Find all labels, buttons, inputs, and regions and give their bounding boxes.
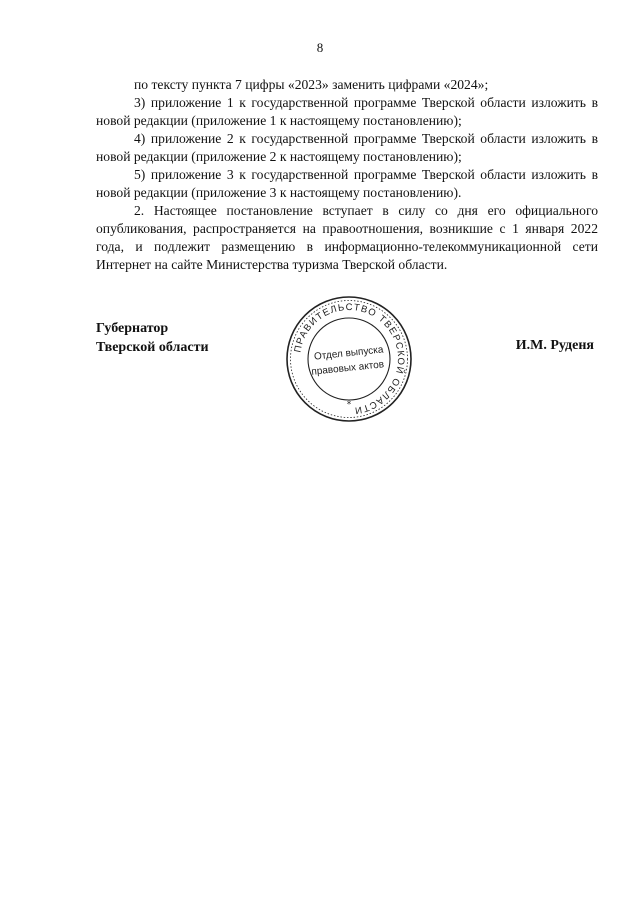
- paragraph-appendix-1: 3) приложение 1 к государственной программе Тверской области изложить в новой редакции (приложение 1 к настоящему постановлению);: [96, 95, 598, 128]
- seal-center-line-2: правовых актов: [310, 359, 385, 378]
- paragraph-appendix-2: 4) приложение 2 к государственной программе Тверской области изложить в новой редакции (приложение 2 к настоящему постановлению);: [96, 131, 598, 164]
- paragraph-appendix-3: 5) приложение 3 к государственной программе Тверской области изложить в новой редакции (приложение 3 к настоящему постановлению).: [96, 167, 598, 200]
- paragraph-point-7-change: по тексту пункта 7 цифры «2023» заменить цифрами «2024»;: [134, 77, 489, 92]
- signer-name: И.М. Руденя: [515, 338, 594, 353]
- paragraph-entry-into-force: 2. Настоящее постановление вступает в силу со дня его официального опубликования, распространяется на правоотношения, возникшие с 1 января 2022 года, и подлежит размещению в информационно-телекоммуникационной сети Интернет на сайте Министерства туризма Тверской области.: [96, 203, 598, 272]
- seal-ring-text: ПРАВИТЕЛЬСТВО ТВЕРСКОЙ ОБЛАСТИ: [292, 301, 407, 416]
- seal-center-line-1: Отдел выпуска: [313, 344, 384, 363]
- signer-title-line-1: Губернатор: [96, 321, 169, 336]
- official-seal-stamp: [284, 294, 414, 424]
- document-body: [96, 76, 598, 274]
- page-number: 8: [316, 40, 324, 55]
- seal-star-mark: *: [346, 400, 352, 410]
- signer-title-line-2: Тверской области: [96, 340, 209, 355]
- signer-title: [96, 319, 209, 357]
